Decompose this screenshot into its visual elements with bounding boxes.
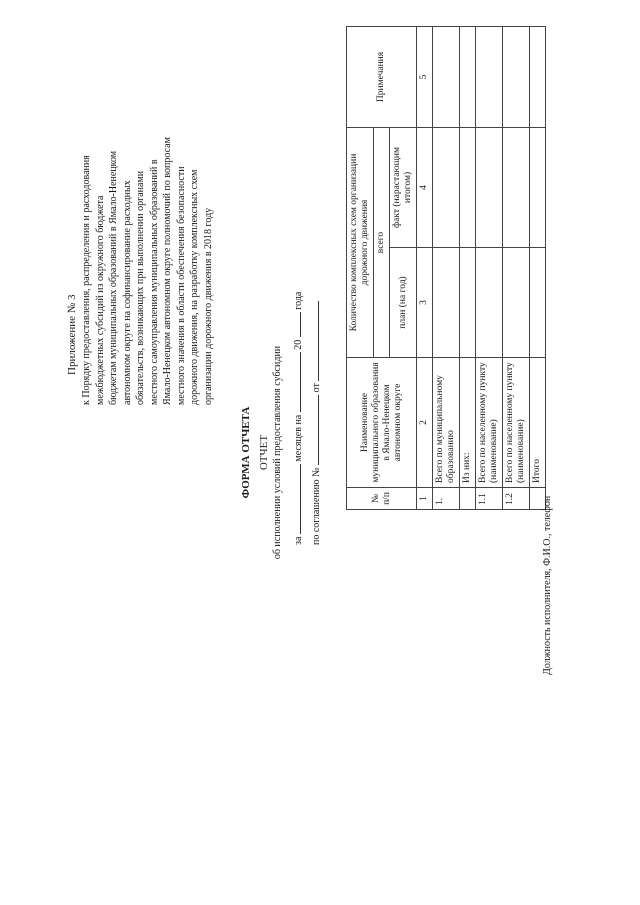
agreement-from: от xyxy=(311,383,322,393)
agreement-date-blank[interactable] xyxy=(308,301,319,381)
preamble-text xyxy=(80,75,215,405)
report-subtitle: об исполнении условий предоставления субсидии xyxy=(272,345,283,560)
agreement-prefix: по соглашению № xyxy=(311,467,322,545)
column-number: 2 xyxy=(417,358,433,488)
preamble-line: дорожного движения, на разработку комплексных схем xyxy=(189,169,200,405)
table-row xyxy=(460,27,476,510)
header-num: № п/п xyxy=(347,488,417,510)
row-num xyxy=(460,488,476,510)
fact-cell[interactable] xyxy=(503,128,530,248)
header-notes: Примечания xyxy=(347,27,417,128)
header-count: Количество комплексных схем организации дорожного движения xyxy=(347,128,374,358)
column-number-row xyxy=(417,27,433,510)
fact-cell[interactable] xyxy=(530,128,546,248)
period-year-suffix: года xyxy=(293,291,304,310)
period-prefix: за xyxy=(293,536,304,545)
preamble-line: организации дорожного движения в 2018 году xyxy=(202,207,214,405)
report-title: ОТЧЕТ xyxy=(258,434,270,471)
header-plan: план (на год) xyxy=(390,248,417,358)
table-row xyxy=(503,27,530,510)
header-total: всего xyxy=(374,128,390,358)
column-number: 5 xyxy=(417,27,433,128)
row-num: 1. xyxy=(433,488,460,510)
notes-cell[interactable] xyxy=(460,27,476,128)
fact-cell[interactable] xyxy=(460,128,476,248)
row-name: Всего по населенному пункту (наименование) xyxy=(503,358,530,488)
period-months: месяцев на xyxy=(293,414,304,462)
appendix-label: Приложение № 3 xyxy=(66,294,78,375)
column-number: 4 xyxy=(417,128,433,248)
header-name: Наименование муниципального образования в Ямало-Ненецком автономном округе xyxy=(347,358,417,488)
preamble-line: автономном округе на софинансирование расходных xyxy=(121,180,133,405)
preamble-line: межбюджетных субсидий из окружного бюджета xyxy=(94,195,106,405)
preamble-line: Ямало-Ненецком автономном округе полномочий по вопросам xyxy=(162,137,173,405)
row-name: Из них: xyxy=(460,358,476,488)
column-number: 3 xyxy=(417,248,433,358)
fact-cell[interactable] xyxy=(476,128,503,248)
preamble-line: местного самоуправления муниципальных образований в xyxy=(148,159,160,405)
period-blank[interactable] xyxy=(290,464,301,534)
plan-cell[interactable] xyxy=(460,248,476,358)
notes-cell[interactable] xyxy=(476,27,503,128)
preamble-line: местного значения в области обеспечения безопасности xyxy=(175,166,187,405)
date-blank[interactable] xyxy=(290,352,301,412)
table-row xyxy=(433,27,460,510)
agreement-number-blank[interactable] xyxy=(308,395,319,465)
header-row xyxy=(347,27,374,510)
header-fact: факт (нарастающим итогом) xyxy=(390,128,417,248)
form-title: ФОРМА ОТЧЕТА xyxy=(240,406,252,499)
notes-cell[interactable] xyxy=(503,27,530,128)
column-number: 1 xyxy=(417,488,433,510)
fact-cell[interactable] xyxy=(433,128,460,248)
row-name: Всего по муниципальному образованию xyxy=(433,358,460,488)
row-name: Всего по населенному пункту (наименование) xyxy=(476,358,503,488)
agreement-line xyxy=(308,301,322,545)
row-num: 1.2 xyxy=(503,488,530,510)
preamble-line: обязательств, возникающих при выполнении органами xyxy=(135,170,146,405)
preamble-line: бюджетам муниципальных образований в Ямало-Ненецком xyxy=(108,150,119,405)
table-row xyxy=(530,27,546,510)
plan-cell[interactable] xyxy=(433,248,460,358)
row-num: 1.1 xyxy=(476,488,503,510)
notes-cell[interactable] xyxy=(530,27,546,128)
table-row xyxy=(476,27,503,510)
plan-cell[interactable] xyxy=(503,248,530,358)
row-name: Итого xyxy=(530,358,546,488)
preamble-line: к Порядку предоставления, распределения и расходования xyxy=(81,155,92,405)
period-year-prefix: 20 xyxy=(293,339,304,350)
plan-cell[interactable] xyxy=(530,248,546,358)
notes-cell[interactable] xyxy=(433,27,460,128)
signature-line: Должность исполнителя, Ф.И.О., телефон xyxy=(542,495,553,675)
year-blank[interactable] xyxy=(290,312,301,337)
period-line xyxy=(290,292,304,545)
report-table xyxy=(346,26,546,510)
plan-cell[interactable] xyxy=(476,248,503,358)
